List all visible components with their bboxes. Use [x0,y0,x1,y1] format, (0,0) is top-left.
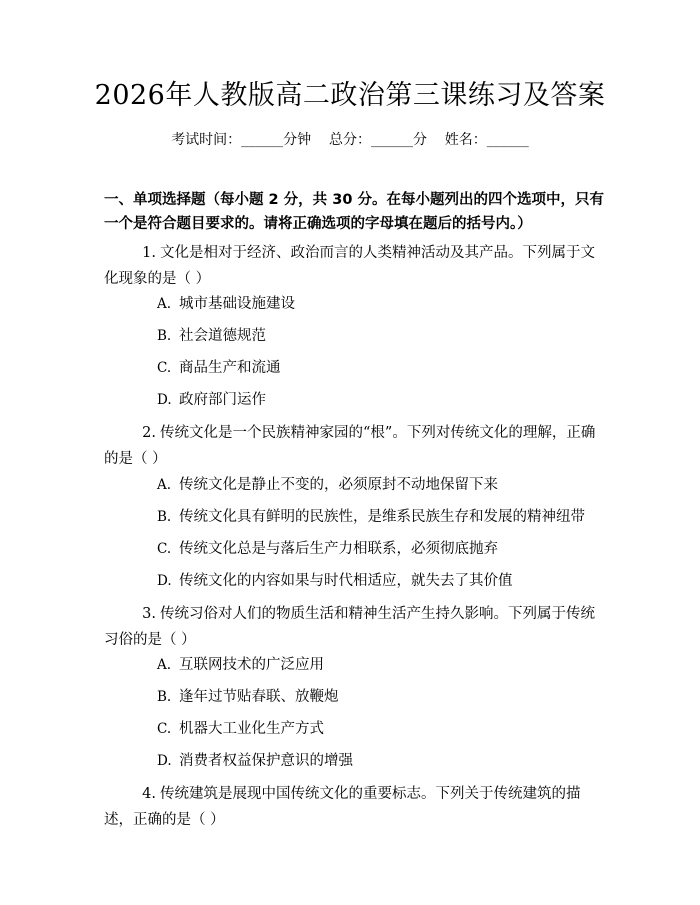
option-3c [157,719,597,739]
option-letter: D. [157,573,172,589]
option-3b [157,687,597,707]
option-letter: B. [157,328,172,344]
option-text: 机器大工业化生产方式 [179,721,324,737]
question-number: 2. [142,425,156,441]
question-text: 传统习俗对人们的物质生活和精神生活产生持久影响。下列属于传统习俗的是（ ） [104,606,595,648]
option-1d [157,390,597,410]
option-text: 商品生产和流通 [179,360,281,376]
option-text: 消费者权益保护意识的增强 [179,753,353,769]
question-number: 4. [142,786,156,802]
question-4 [104,781,604,833]
option-1b [157,326,597,346]
question-text: 传统建筑是展现中国传统文化的重要标志。下列关于传统建筑的描述，正确的是（ ） [104,786,581,828]
question-1 [104,240,604,292]
option-text: 传统文化的内容如果与时代相适应，就失去了其价值 [179,573,513,589]
option-letter: A. [157,657,172,673]
option-text: 传统文化总是与落后生产力相联系，必须彻底抛弃 [179,541,498,557]
option-letter: B. [157,689,172,705]
question-3 [104,601,604,653]
option-3d [157,751,597,771]
option-text: 互联网技术的广泛应用 [179,657,324,673]
option-text: 逢年过节贴春联、放鞭炮 [179,689,339,705]
option-text: 传统文化具有鲜明的民族性，是维系民族生存和发展的精神纽带 [179,509,585,525]
option-2b [157,507,597,527]
section-heading: 一、单项选择题（每小题 2 分，共 30 分。在每小题列出的四个选项中，只有一个是符合题目要求的。请将正确选项的字母填在题后的括号内。） [104,192,604,232]
option-letter: C. [157,721,172,737]
page-title: 2026年人教版高二政治第三课练习及答案 [94,80,606,111]
option-letter: A. [157,296,172,312]
option-letter: D. [157,392,172,408]
exam-meta-line: 考试时间：______分钟 总分：______分 姓名：______ [171,132,529,148]
option-2c [157,539,597,559]
option-3a [157,655,597,675]
option-text: 社会道德规范 [179,328,266,344]
question-number: 1. [142,245,156,261]
question-text: 传统文化是一个民族精神家园的“根”。下列对传统文化的理解，正确的是（ ） [104,425,596,467]
option-1a [157,294,597,314]
question-number: 3. [142,606,156,622]
question-2 [104,420,604,472]
option-text: 政府部门运作 [179,392,266,408]
option-text: 城市基础设施建设 [179,296,295,312]
option-letter: D. [157,753,172,769]
option-2a [157,475,597,495]
option-letter: B. [157,509,172,525]
option-letter: C. [157,360,172,376]
option-2d [157,571,597,591]
option-text: 传统文化是静止不变的，必须原封不动地保留下来 [179,477,498,493]
question-text: 文化是相对于经济、政治而言的人类精神活动及其产品。下列属于文化现象的是（ ） [104,245,595,287]
option-1c [157,358,597,378]
option-letter: A. [157,477,172,493]
option-letter: C. [157,541,172,557]
